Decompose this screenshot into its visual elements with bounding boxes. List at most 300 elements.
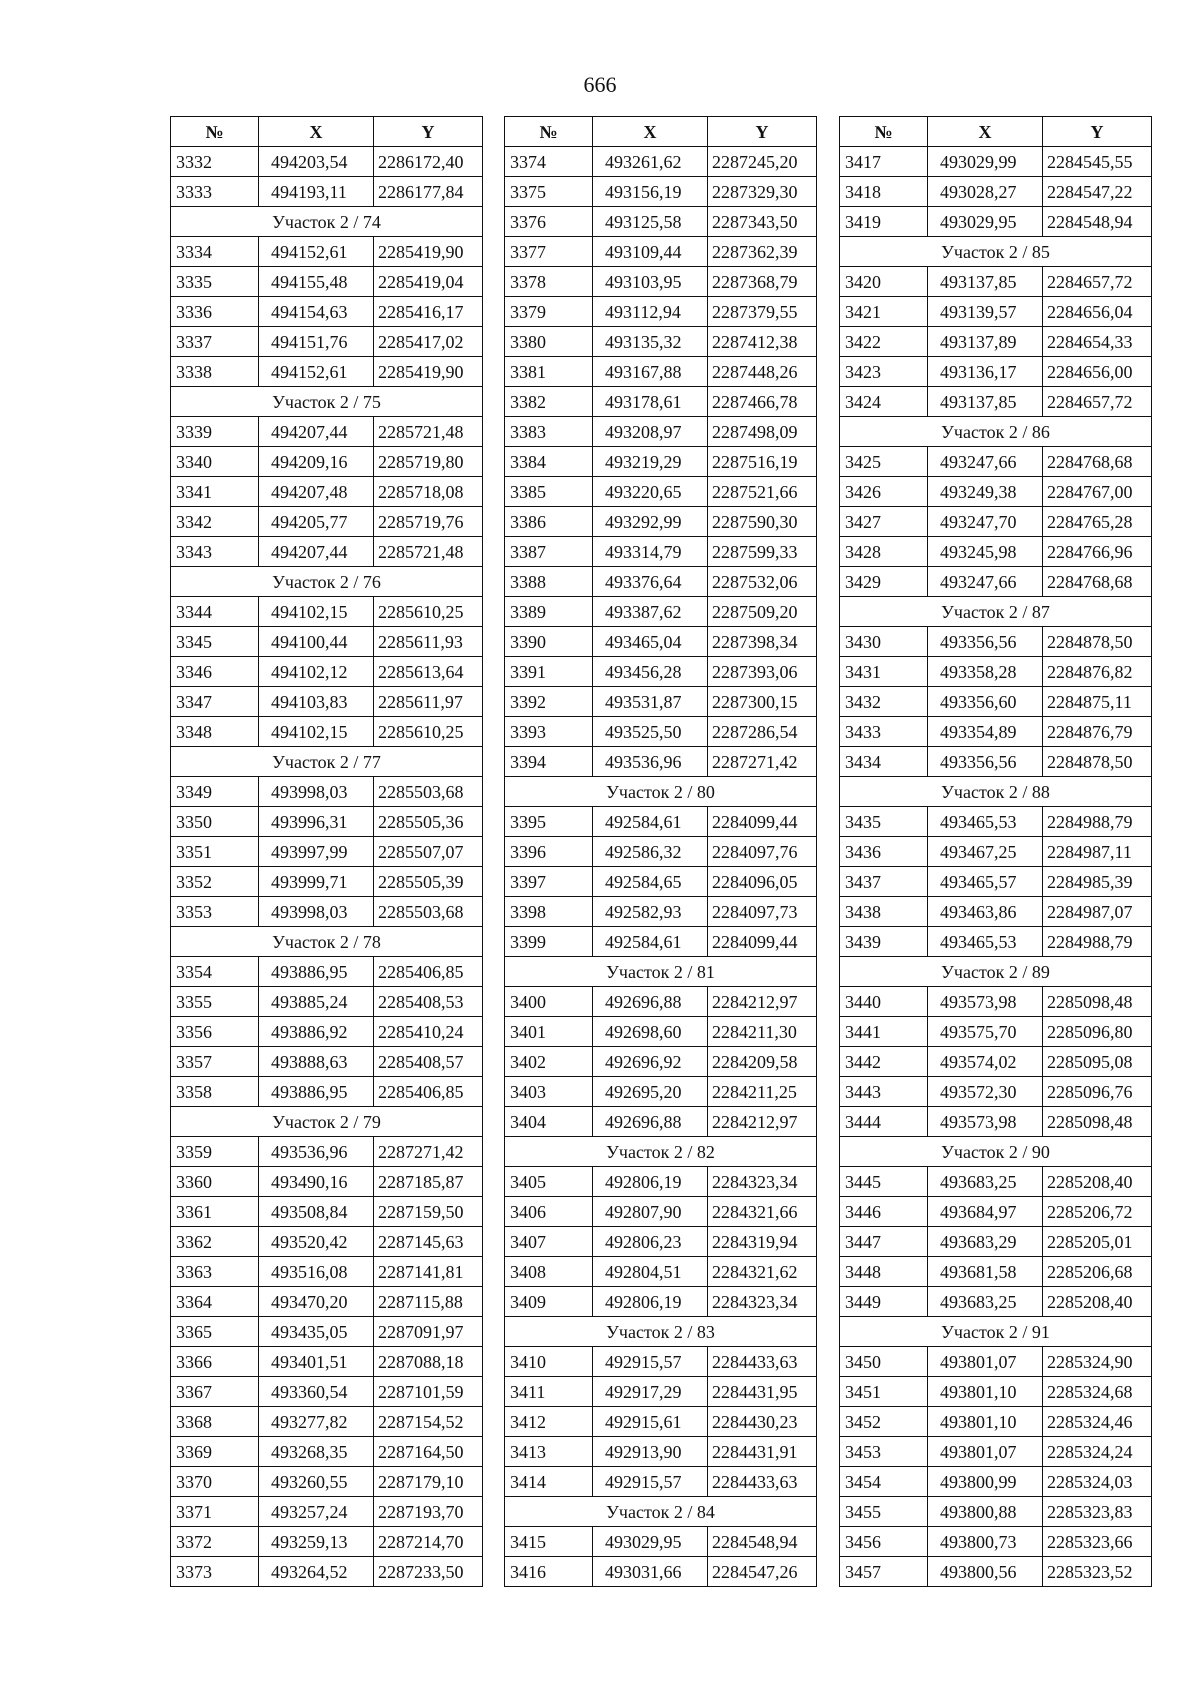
- table-row: [840, 837, 1152, 867]
- table-row: [840, 477, 1152, 507]
- x-coordinate-cell: 493259,13: [259, 1527, 374, 1557]
- header-x: X: [928, 117, 1043, 147]
- x-coordinate-cell: 493572,30: [928, 1077, 1043, 1107]
- point-number-cell: 3345: [171, 627, 259, 657]
- y-coordinate-cell: 2284321,66: [708, 1197, 817, 1227]
- table-row: [171, 807, 483, 837]
- section-row: [840, 1317, 1152, 1347]
- y-coordinate-cell: 2287233,50: [374, 1557, 483, 1587]
- table-row: [505, 1017, 817, 1047]
- table-row: [171, 657, 483, 687]
- y-coordinate-cell: 2285721,48: [374, 417, 483, 447]
- y-coordinate-cell: 2287412,38: [708, 327, 817, 357]
- x-coordinate-cell: 494152,61: [259, 357, 374, 387]
- y-coordinate-cell: 2284321,62: [708, 1257, 817, 1287]
- section-row: [840, 1137, 1152, 1167]
- y-coordinate-cell: 2285503,68: [374, 897, 483, 927]
- point-number-cell: 3425: [840, 447, 928, 477]
- x-coordinate-cell: 493156,19: [593, 177, 708, 207]
- table-row: [505, 1377, 817, 1407]
- point-number-cell: 3356: [171, 1017, 259, 1047]
- y-coordinate-cell: 2284097,76: [708, 837, 817, 867]
- point-number-cell: 3384: [505, 447, 593, 477]
- x-coordinate-cell: 493574,02: [928, 1047, 1043, 1077]
- section-title: Участок 2 / 74: [171, 207, 483, 237]
- point-number-cell: 3346: [171, 657, 259, 687]
- point-number-cell: 3413: [505, 1437, 593, 1467]
- point-number-cell: 3445: [840, 1167, 928, 1197]
- y-coordinate-cell: 2285324,90: [1043, 1347, 1152, 1377]
- table-row: [505, 237, 817, 267]
- x-coordinate-cell: 494103,83: [259, 687, 374, 717]
- y-coordinate-cell: 2285324,68: [1043, 1377, 1152, 1407]
- x-coordinate-cell: 493178,61: [593, 387, 708, 417]
- table-row: [840, 177, 1152, 207]
- point-number-cell: 3357: [171, 1047, 259, 1077]
- section-row: [840, 417, 1152, 447]
- table-row: [505, 717, 817, 747]
- point-number-cell: 3340: [171, 447, 259, 477]
- x-coordinate-cell: 493536,96: [259, 1137, 374, 1167]
- y-coordinate-cell: 2285206,72: [1043, 1197, 1152, 1227]
- y-coordinate-cell: 2286177,84: [374, 177, 483, 207]
- x-coordinate-cell: 493260,55: [259, 1467, 374, 1497]
- y-coordinate-cell: 2285406,85: [374, 957, 483, 987]
- x-coordinate-cell: 493684,97: [928, 1197, 1043, 1227]
- y-coordinate-cell: 2287343,50: [708, 207, 817, 237]
- x-coordinate-cell: 493520,42: [259, 1227, 374, 1257]
- y-coordinate-cell: 2285718,08: [374, 477, 483, 507]
- point-number-cell: 3393: [505, 717, 593, 747]
- x-coordinate-cell: 493886,95: [259, 957, 374, 987]
- x-coordinate-cell: 494100,44: [259, 627, 374, 657]
- y-coordinate-cell: 2284319,94: [708, 1227, 817, 1257]
- point-number-cell: 3354: [171, 957, 259, 987]
- point-number-cell: 3395: [505, 807, 593, 837]
- table-row: [171, 297, 483, 327]
- point-number-cell: 3447: [840, 1227, 928, 1257]
- y-coordinate-cell: 2285416,17: [374, 297, 483, 327]
- x-coordinate-cell: 493996,31: [259, 807, 374, 837]
- point-number-cell: 3353: [171, 897, 259, 927]
- x-coordinate-cell: 493886,95: [259, 1077, 374, 1107]
- header-number: №: [505, 117, 593, 147]
- point-number-cell: 3342: [171, 507, 259, 537]
- x-coordinate-cell: 493137,85: [928, 387, 1043, 417]
- y-coordinate-cell: 2284876,79: [1043, 717, 1152, 747]
- x-coordinate-cell: 493885,24: [259, 987, 374, 1017]
- x-coordinate-cell: 493801,07: [928, 1437, 1043, 1467]
- x-coordinate-cell: 493575,70: [928, 1017, 1043, 1047]
- x-coordinate-cell: 493800,88: [928, 1497, 1043, 1527]
- x-coordinate-cell: 493465,57: [928, 867, 1043, 897]
- point-number-cell: 3402: [505, 1047, 593, 1077]
- x-coordinate-cell: 492917,29: [593, 1377, 708, 1407]
- y-coordinate-cell: 2285095,08: [1043, 1047, 1152, 1077]
- page-number: 666: [583, 72, 617, 97]
- y-coordinate-cell: 2284099,44: [708, 927, 817, 957]
- x-coordinate-cell: 492806,19: [593, 1167, 708, 1197]
- x-coordinate-cell: 494209,16: [259, 447, 374, 477]
- table-row: [505, 1047, 817, 1077]
- point-number-cell: 3444: [840, 1107, 928, 1137]
- y-coordinate-cell: 2285419,04: [374, 267, 483, 297]
- y-coordinate-cell: 2284988,79: [1043, 807, 1152, 837]
- point-number-cell: 3341: [171, 477, 259, 507]
- section-row: [171, 927, 483, 957]
- y-coordinate-cell: 2285406,85: [374, 1077, 483, 1107]
- section-title: Участок 2 / 88: [840, 777, 1152, 807]
- point-number-cell: 3442: [840, 1047, 928, 1077]
- y-coordinate-cell: 2284323,34: [708, 1167, 817, 1197]
- table-row: [171, 357, 483, 387]
- table-row: [171, 1227, 483, 1257]
- table-row: [171, 687, 483, 717]
- x-coordinate-cell: 493277,82: [259, 1407, 374, 1437]
- y-coordinate-cell: 2284987,11: [1043, 837, 1152, 867]
- point-number-cell: 3344: [171, 597, 259, 627]
- section-title: Участок 2 / 85: [840, 237, 1152, 267]
- table-row: [840, 657, 1152, 687]
- y-coordinate-cell: 2287145,63: [374, 1227, 483, 1257]
- table-row: [505, 687, 817, 717]
- y-coordinate-cell: 2287159,50: [374, 1197, 483, 1227]
- table-row: [171, 1527, 483, 1557]
- y-coordinate-cell: 2285419,90: [374, 357, 483, 387]
- x-coordinate-cell: 492696,92: [593, 1047, 708, 1077]
- table-row: [171, 1437, 483, 1467]
- y-coordinate-cell: 2287599,33: [708, 537, 817, 567]
- table-row: [840, 717, 1152, 747]
- y-coordinate-cell: 2284431,91: [708, 1437, 817, 1467]
- table-row: [505, 1287, 817, 1317]
- table-row: [840, 387, 1152, 417]
- header-y: Y: [374, 117, 483, 147]
- x-coordinate-cell: 493028,27: [928, 177, 1043, 207]
- x-coordinate-cell: 493029,99: [928, 147, 1043, 177]
- x-coordinate-cell: 493356,60: [928, 687, 1043, 717]
- table-row: [505, 897, 817, 927]
- x-coordinate-cell: 493029,95: [593, 1527, 708, 1557]
- table-row: [840, 207, 1152, 237]
- section-title: Участок 2 / 81: [505, 957, 817, 987]
- x-coordinate-cell: 493387,62: [593, 597, 708, 627]
- header-row: [505, 117, 817, 147]
- point-number-cell: 3410: [505, 1347, 593, 1377]
- point-number-cell: 3428: [840, 537, 928, 567]
- point-number-cell: 3397: [505, 867, 593, 897]
- x-coordinate-cell: 493112,94: [593, 297, 708, 327]
- point-number-cell: 3451: [840, 1377, 928, 1407]
- y-coordinate-cell: 2284988,79: [1043, 927, 1152, 957]
- section-row: [171, 747, 483, 777]
- x-coordinate-cell: 492915,57: [593, 1347, 708, 1377]
- y-coordinate-cell: 2284433,63: [708, 1467, 817, 1497]
- table-row: [505, 477, 817, 507]
- point-number-cell: 3418: [840, 177, 928, 207]
- x-coordinate-cell: 493257,24: [259, 1497, 374, 1527]
- table-row: [505, 837, 817, 867]
- table-row: [840, 507, 1152, 537]
- x-coordinate-cell: 493470,20: [259, 1287, 374, 1317]
- table-row: [505, 747, 817, 777]
- x-coordinate-cell: 492804,51: [593, 1257, 708, 1287]
- point-number-cell: 3358: [171, 1077, 259, 1107]
- y-coordinate-cell: 2285719,76: [374, 507, 483, 537]
- section-title: Участок 2 / 86: [840, 417, 1152, 447]
- y-coordinate-cell: 2285505,36: [374, 807, 483, 837]
- x-coordinate-cell: 493536,96: [593, 747, 708, 777]
- point-number-cell: 3338: [171, 357, 259, 387]
- section-title: Участок 2 / 90: [840, 1137, 1152, 1167]
- y-coordinate-cell: 2287154,52: [374, 1407, 483, 1437]
- point-number-cell: 3339: [171, 417, 259, 447]
- point-number-cell: 3372: [171, 1527, 259, 1557]
- point-number-cell: 3439: [840, 927, 928, 957]
- x-coordinate-cell: 493508,84: [259, 1197, 374, 1227]
- point-number-cell: 3412: [505, 1407, 593, 1437]
- y-coordinate-cell: 2284656,00: [1043, 357, 1152, 387]
- y-coordinate-cell: 2284767,00: [1043, 477, 1152, 507]
- x-coordinate-cell: 492586,32: [593, 837, 708, 867]
- x-coordinate-cell: 493801,07: [928, 1347, 1043, 1377]
- x-coordinate-cell: 494207,44: [259, 537, 374, 567]
- header-x: X: [593, 117, 708, 147]
- y-coordinate-cell: 2284433,63: [708, 1347, 817, 1377]
- y-coordinate-cell: 2287368,79: [708, 267, 817, 297]
- y-coordinate-cell: 2287448,26: [708, 357, 817, 387]
- y-coordinate-cell: 2287214,70: [374, 1527, 483, 1557]
- point-number-cell: 3376: [505, 207, 593, 237]
- y-coordinate-cell: 2284547,22: [1043, 177, 1152, 207]
- point-number-cell: 3380: [505, 327, 593, 357]
- table-row: [171, 1287, 483, 1317]
- header-row: [840, 117, 1152, 147]
- y-coordinate-cell: 2284211,25: [708, 1077, 817, 1107]
- y-coordinate-cell: 2285417,02: [374, 327, 483, 357]
- section-row: [840, 777, 1152, 807]
- y-coordinate-cell: 2287141,81: [374, 1257, 483, 1287]
- table-row: [505, 627, 817, 657]
- y-coordinate-cell: 2287393,06: [708, 657, 817, 687]
- x-coordinate-cell: 492695,20: [593, 1077, 708, 1107]
- point-number-cell: 3446: [840, 1197, 928, 1227]
- x-coordinate-cell: 493490,16: [259, 1167, 374, 1197]
- x-coordinate-cell: 493681,58: [928, 1257, 1043, 1287]
- x-coordinate-cell: 493358,28: [928, 657, 1043, 687]
- y-coordinate-cell: 2287245,20: [708, 147, 817, 177]
- table-row: [505, 327, 817, 357]
- coordinates-table-3: [839, 116, 1152, 1587]
- table-row: [505, 807, 817, 837]
- table-row: [171, 1257, 483, 1287]
- section-title: Участок 2 / 80: [505, 777, 817, 807]
- point-number-cell: 3426: [840, 477, 928, 507]
- x-coordinate-cell: 493220,65: [593, 477, 708, 507]
- section-row: [505, 777, 817, 807]
- point-number-cell: 3362: [171, 1227, 259, 1257]
- x-coordinate-cell: 493167,88: [593, 357, 708, 387]
- table-row: [171, 717, 483, 747]
- point-number-cell: 3433: [840, 717, 928, 747]
- table-row: [840, 1407, 1152, 1437]
- table-row: [840, 447, 1152, 477]
- x-coordinate-cell: 493465,53: [928, 807, 1043, 837]
- x-coordinate-cell: 493467,25: [928, 837, 1043, 867]
- y-coordinate-cell: 2284654,33: [1043, 327, 1152, 357]
- y-coordinate-cell: 2284431,95: [708, 1377, 817, 1407]
- y-coordinate-cell: 2287498,09: [708, 417, 817, 447]
- y-coordinate-cell: 2287091,97: [374, 1317, 483, 1347]
- y-coordinate-cell: 2285610,25: [374, 717, 483, 747]
- y-coordinate-cell: 2287115,88: [374, 1287, 483, 1317]
- y-coordinate-cell: 2287101,59: [374, 1377, 483, 1407]
- y-coordinate-cell: 2287466,78: [708, 387, 817, 417]
- point-number-cell: 3350: [171, 807, 259, 837]
- point-number-cell: 3394: [505, 747, 593, 777]
- y-coordinate-cell: 2284656,04: [1043, 297, 1152, 327]
- section-title: Участок 2 / 87: [840, 597, 1152, 627]
- y-coordinate-cell: 2287286,54: [708, 717, 817, 747]
- section-title: Участок 2 / 91: [840, 1317, 1152, 1347]
- y-coordinate-cell: 2287516,19: [708, 447, 817, 477]
- y-coordinate-cell: 2284548,94: [708, 1527, 817, 1557]
- y-coordinate-cell: 2285208,40: [1043, 1167, 1152, 1197]
- x-coordinate-cell: 494102,15: [259, 717, 374, 747]
- point-number-cell: 3383: [505, 417, 593, 447]
- table-row: [171, 1467, 483, 1497]
- header-y: Y: [708, 117, 817, 147]
- table-row: [840, 1257, 1152, 1287]
- x-coordinate-cell: 492806,23: [593, 1227, 708, 1257]
- y-coordinate-cell: 2285419,90: [374, 237, 483, 267]
- point-number-cell: 3347: [171, 687, 259, 717]
- point-number-cell: 3343: [171, 537, 259, 567]
- y-coordinate-cell: 2285503,68: [374, 777, 483, 807]
- x-coordinate-cell: 493247,66: [928, 567, 1043, 597]
- point-number-cell: 3359: [171, 1137, 259, 1167]
- y-coordinate-cell: 2285611,93: [374, 627, 483, 657]
- point-number-cell: 3388: [505, 567, 593, 597]
- point-number-cell: 3333: [171, 177, 259, 207]
- x-coordinate-cell: 492584,61: [593, 807, 708, 837]
- point-number-cell: 3382: [505, 387, 593, 417]
- y-coordinate-cell: 2284876,82: [1043, 657, 1152, 687]
- point-number-cell: 3436: [840, 837, 928, 867]
- point-number-cell: 3456: [840, 1527, 928, 1557]
- x-coordinate-cell: 494205,77: [259, 507, 374, 537]
- point-number-cell: 3377: [505, 237, 593, 267]
- point-number-cell: 3390: [505, 627, 593, 657]
- x-coordinate-cell: 493354,89: [928, 717, 1043, 747]
- table-row: [840, 867, 1152, 897]
- x-coordinate-cell: 493268,35: [259, 1437, 374, 1467]
- table-row: [171, 1317, 483, 1347]
- point-number-cell: 3457: [840, 1557, 928, 1587]
- y-coordinate-cell: 2285324,03: [1043, 1467, 1152, 1497]
- point-number-cell: 3429: [840, 567, 928, 597]
- point-number-cell: 3453: [840, 1437, 928, 1467]
- x-coordinate-cell: 493800,99: [928, 1467, 1043, 1497]
- point-number-cell: 3369: [171, 1437, 259, 1467]
- x-coordinate-cell: 494154,63: [259, 297, 374, 327]
- y-coordinate-cell: 2284545,55: [1043, 147, 1152, 177]
- table-row: [171, 837, 483, 867]
- y-coordinate-cell: 2285324,24: [1043, 1437, 1152, 1467]
- table-row: [505, 507, 817, 537]
- table-row: [505, 597, 817, 627]
- point-number-cell: 3360: [171, 1167, 259, 1197]
- x-coordinate-cell: 493573,98: [928, 1107, 1043, 1137]
- x-coordinate-cell: 494151,76: [259, 327, 374, 357]
- y-coordinate-cell: 2284323,34: [708, 1287, 817, 1317]
- x-coordinate-cell: 493465,53: [928, 927, 1043, 957]
- section-title: Участок 2 / 78: [171, 927, 483, 957]
- y-coordinate-cell: 2287590,30: [708, 507, 817, 537]
- section-row: [505, 1317, 817, 1347]
- point-number-cell: 3385: [505, 477, 593, 507]
- section-title: Участок 2 / 75: [171, 387, 483, 417]
- point-number-cell: 3371: [171, 1497, 259, 1527]
- y-coordinate-cell: 2284878,50: [1043, 627, 1152, 657]
- table-row: [840, 1467, 1152, 1497]
- table-row: [505, 297, 817, 327]
- x-coordinate-cell: 493264,52: [259, 1557, 374, 1587]
- table-row: [840, 627, 1152, 657]
- y-coordinate-cell: 2284875,11: [1043, 687, 1152, 717]
- point-number-cell: 3432: [840, 687, 928, 717]
- section-row: [171, 207, 483, 237]
- point-number-cell: 3381: [505, 357, 593, 387]
- y-coordinate-cell: 2287164,50: [374, 1437, 483, 1467]
- x-coordinate-cell: 493247,66: [928, 447, 1043, 477]
- y-coordinate-cell: 2285323,66: [1043, 1527, 1152, 1557]
- y-coordinate-cell: 2287532,06: [708, 567, 817, 597]
- point-number-cell: 3373: [171, 1557, 259, 1587]
- y-coordinate-cell: 2284766,96: [1043, 537, 1152, 567]
- point-number-cell: 3355: [171, 987, 259, 1017]
- x-coordinate-cell: 493683,25: [928, 1287, 1043, 1317]
- y-coordinate-cell: 2284548,94: [1043, 207, 1152, 237]
- point-number-cell: 3437: [840, 867, 928, 897]
- y-coordinate-cell: 2287509,20: [708, 597, 817, 627]
- table-row: [171, 627, 483, 657]
- table-row: [840, 327, 1152, 357]
- section-title: Участок 2 / 76: [171, 567, 483, 597]
- point-number-cell: 3449: [840, 1287, 928, 1317]
- y-coordinate-cell: 2284212,97: [708, 987, 817, 1017]
- y-coordinate-cell: 2284657,72: [1043, 267, 1152, 297]
- point-number-cell: 3427: [840, 507, 928, 537]
- table-row: [171, 1137, 483, 1167]
- table-row: [171, 1167, 483, 1197]
- table-row: [840, 987, 1152, 1017]
- x-coordinate-cell: 494155,48: [259, 267, 374, 297]
- x-coordinate-cell: 493516,08: [259, 1257, 374, 1287]
- x-coordinate-cell: 493135,32: [593, 327, 708, 357]
- point-number-cell: 3367: [171, 1377, 259, 1407]
- x-coordinate-cell: 493314,79: [593, 537, 708, 567]
- table-row: [171, 327, 483, 357]
- table-row: [840, 1287, 1152, 1317]
- section-title: Участок 2 / 83: [505, 1317, 817, 1347]
- point-number-cell: 3399: [505, 927, 593, 957]
- point-number-cell: 3387: [505, 537, 593, 567]
- point-number-cell: 3335: [171, 267, 259, 297]
- point-number-cell: 3420: [840, 267, 928, 297]
- table-row: [840, 357, 1152, 387]
- y-coordinate-cell: 2287521,66: [708, 477, 817, 507]
